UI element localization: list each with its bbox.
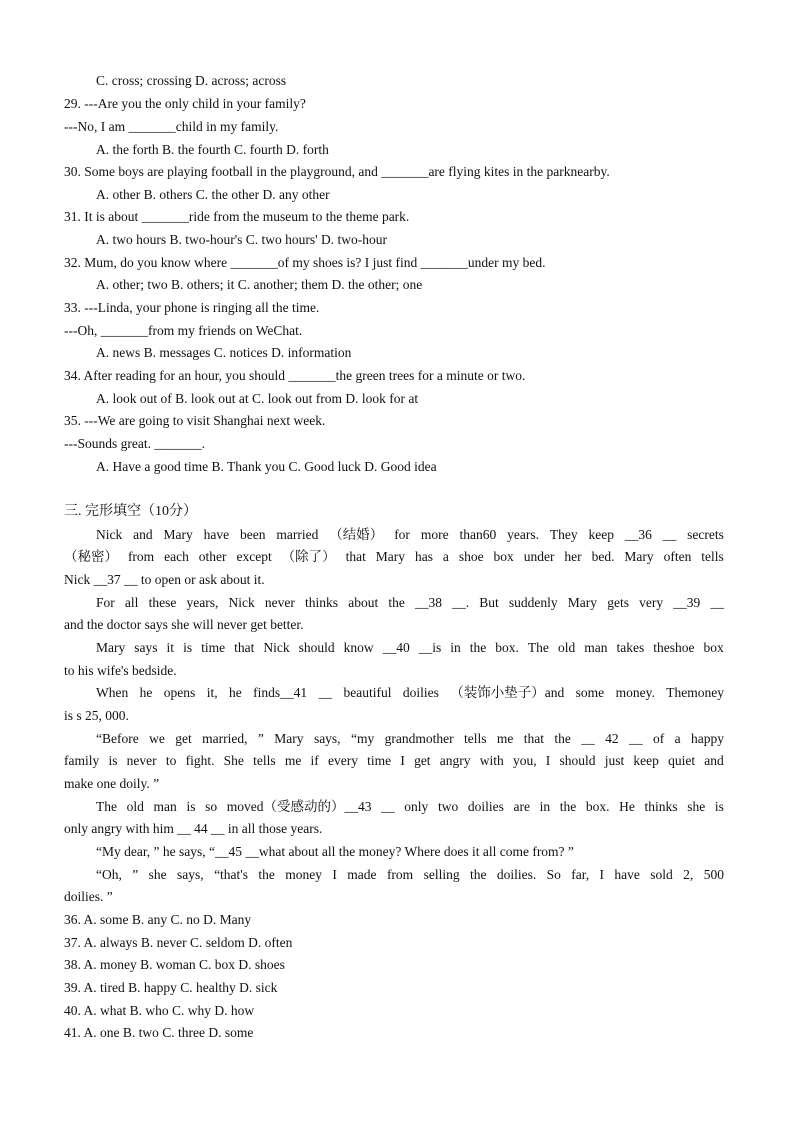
q34-question: 34. After reading for an hour, you should _______the green trees for a minute or two. xyxy=(64,368,526,383)
passage-line: to his wife's bedside. xyxy=(64,663,177,678)
passage-line: is s 25, 000. xyxy=(64,708,129,723)
q35-answer-line: ---Sounds great. _______. xyxy=(64,436,205,451)
q38-options: 38. A. money B. woman C. box D. shoes xyxy=(64,957,285,972)
q29-options: A. the forth B. the fourth C. fourth D. forth xyxy=(96,142,329,157)
passage-line: “Oh, ” she says, “that's the money I made from selling the doilies. So far, I have sold 2, 500 xyxy=(96,867,724,882)
q33-options: A. news B. messages C. notices D. information xyxy=(96,345,352,360)
q33-question: 33. ---Linda, your phone is ringing all the time. xyxy=(64,300,320,315)
q29-question: 29. ---Are you the only child in your family? xyxy=(64,96,306,111)
passage-line: family is never to fight. She tells me if every time I get angry with you, I should just keep quiet and xyxy=(64,753,724,768)
q40-options: 40. A. what B. who C. why D. how xyxy=(64,1003,255,1018)
passage-line: For all these years, Nick never thinks about the __38 __. But suddenly Mary gets very __39 __ xyxy=(96,595,724,610)
q29-answer-line: ---No, I am _______child in my family. xyxy=(64,119,279,134)
q41-options: 41. A. one B. two C. three D. some xyxy=(64,1025,254,1040)
passage-line: “My dear, ” he says, “__45 __what about all the money? Where does it all come from? ” xyxy=(96,844,574,859)
passage-line: and the doctor says she will never get better. xyxy=(64,617,304,632)
q30-question: 30. Some boys are playing football in the playground, and _______are flying kites in the parknearby. xyxy=(64,164,610,179)
passage-line: “Before we get married, ” Mary says, “my grandmother tells me that the __ 42 __ of a happy xyxy=(96,731,724,746)
section-title: 三. 完形填空（10分） xyxy=(64,504,197,519)
passage-line: （秘密） from each other except （除了） that Mary has a shoe box under her bed. Mary often tells xyxy=(64,549,724,564)
q32-question: 32. Mum, do you know where _______of my shoes is? I just find _______under my bed. xyxy=(64,255,546,270)
q36-options: 36. A. some B. any C. no D. Many xyxy=(64,912,252,927)
q35-options: A. Have a good time B. Thank you C. Good luck D. Good idea xyxy=(96,459,437,474)
passage-line: Nick __37 __ to open or ask about it. xyxy=(64,572,265,587)
q28-options: C. cross; crossing D. across; across xyxy=(96,73,287,88)
q31-question: 31. It is about _______ride from the museum to the theme park. xyxy=(64,209,410,224)
q35-question: 35. ---We are going to visit Shanghai next week. xyxy=(64,413,326,428)
passage-line: only angry with him __ 44 __ in all those years. xyxy=(64,821,323,836)
passage-line: Nick and Mary have been married （结婚） for more than60 years. They keep __36 __ secrets xyxy=(96,527,724,542)
passage-line: When he opens it, he finds__41 __ beautiful doilies （装饰小垫子）and some money. Themoney xyxy=(96,685,724,700)
passage-line: Mary says it is time that Nick should know __40 __is in the box. The old man takes theshoe box xyxy=(96,640,724,655)
passage-line: make one doily. ” xyxy=(64,776,160,791)
passage-line: The old man is so moved（受感动的）__43 __ only two doilies are in the box. He thinks she is xyxy=(96,799,724,814)
q30-options: A. other B. others C. the other D. any other xyxy=(96,187,330,202)
q33-answer-line: ---Oh, _______from my friends on WeChat. xyxy=(64,323,303,338)
q39-options: 39. A. tired B. happy C. healthy D. sick xyxy=(64,980,278,995)
q31-options: A. two hours B. two-hour's C. two hours' D. two-hour xyxy=(96,232,387,247)
q32-options: A. other; two B. others; it C. another; them D. the other; one xyxy=(96,277,423,292)
passage-line: doilies. ” xyxy=(64,889,113,904)
q34-options: A. look out of B. look out at C. look out from D. look for at xyxy=(96,391,419,406)
q37-options: 37. A. always B. never C. seldom D. often xyxy=(64,935,293,950)
